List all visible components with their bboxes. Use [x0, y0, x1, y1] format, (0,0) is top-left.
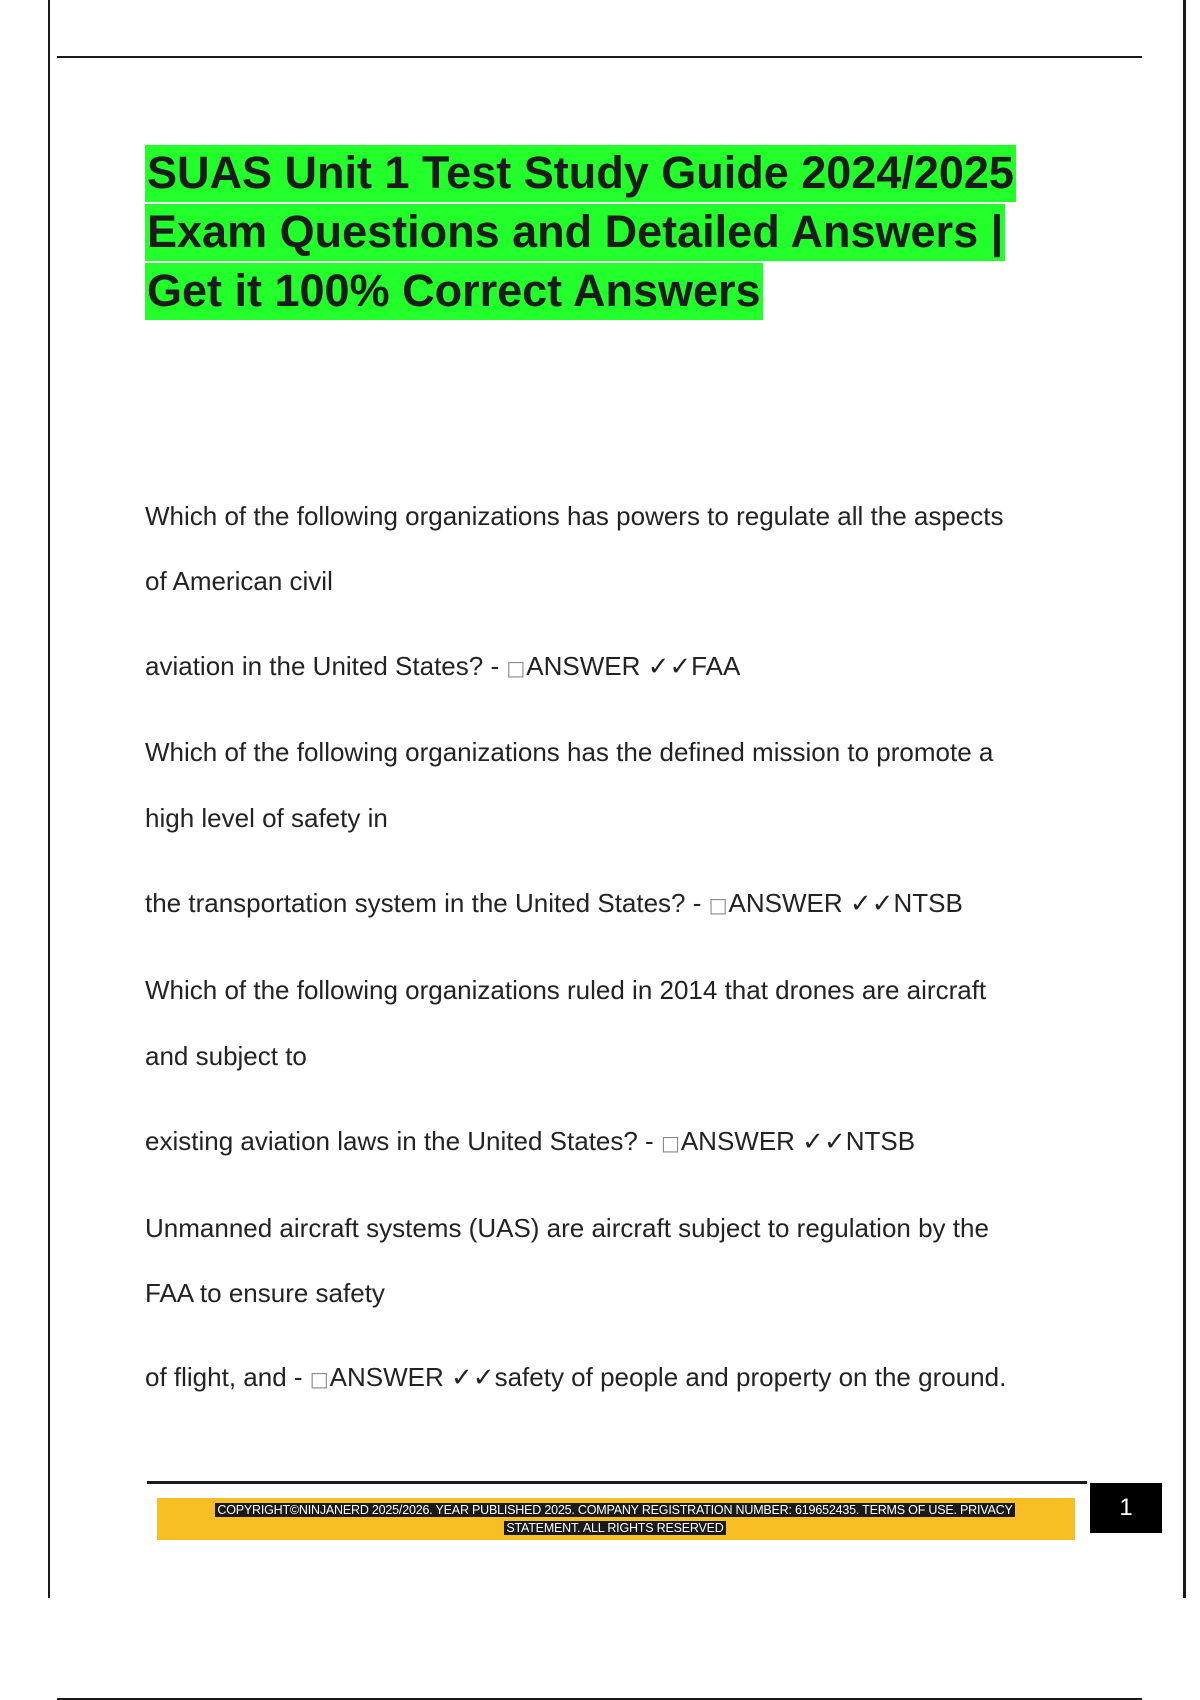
title-line-1: SUAS Unit 1 Test Study Guide 2024/2025	[145, 145, 1016, 202]
question-4-line-3	[145, 1361, 1095, 1395]
question-1-prefix: aviation in the United States? -	[145, 651, 507, 681]
copyright-line-2: STATEMENT. ALL RIGHTS RESERVED	[506, 1521, 724, 1535]
answer-box-icon: □	[660, 1131, 680, 1155]
question-1-line-2: of American civil	[145, 566, 333, 596]
page-number: 1	[1090, 1483, 1162, 1533]
answer-marker: ANSWER ✓✓	[728, 888, 894, 918]
question-2-line-3	[145, 887, 1095, 921]
question-3-line-2: and subject to	[145, 1041, 307, 1071]
copyright-line-1: COPYRIGHT©NINJANERD 2025/2026. YEAR PUBLISHED 2025. COMPANY REGISTRATION NUMBER: 619652435. TERMS OF USE. PRIVACY	[217, 1503, 1013, 1517]
question-4-answer: safety of people and property on the ground.	[494, 1362, 1007, 1392]
question-2-answer: NTSB	[893, 888, 963, 918]
question-1-line-1: Which of the following organizations has powers to regulate all the aspects	[145, 501, 1004, 531]
footer-rule	[147, 1481, 1087, 1484]
question-3-prefix: existing aviation laws in the United States? -	[145, 1126, 661, 1156]
question-2-line-2: high level of safety in	[145, 803, 388, 833]
answer-box-icon: □	[708, 893, 728, 917]
page-border-left	[48, 0, 50, 1598]
question-3-answer: NTSB	[845, 1126, 916, 1156]
answer-marker: ANSWER ✓✓	[526, 651, 692, 681]
question-3-line-1: Which of the following organizations ruled in 2014 that drones are aircraft	[145, 975, 987, 1005]
question-4-line-1: Unmanned aircraft systems (UAS) are aircraft subject to regulation by the	[145, 1213, 989, 1243]
question-2-line-1: Which of the following organizations has the defined mission to promote a	[145, 737, 994, 767]
page-border-right	[1183, 0, 1186, 1598]
header-rule	[57, 56, 1142, 58]
question-3-line-3	[145, 1125, 1095, 1159]
title-line-3: Get it 100% Correct Answers	[145, 263, 763, 320]
answer-marker: ANSWER ✓✓	[680, 1126, 846, 1156]
copyright-notice	[170, 1501, 1060, 1537]
question-1-answer: FAA	[691, 651, 741, 681]
answer-box-icon: □	[506, 656, 526, 680]
title-line-2: Exam Questions and Detailed Answers |	[145, 204, 1005, 261]
question-4-prefix: of flight, and -	[145, 1362, 310, 1392]
question-2-prefix: the transportation system in the United States? -	[145, 888, 709, 918]
answer-marker: ANSWER ✓✓	[329, 1362, 495, 1392]
question-1-line-3	[145, 650, 1095, 684]
answer-box-icon: □	[309, 1367, 329, 1391]
document-title	[145, 143, 1085, 320]
question-4-line-2: FAA to ensure safety	[145, 1278, 385, 1308]
